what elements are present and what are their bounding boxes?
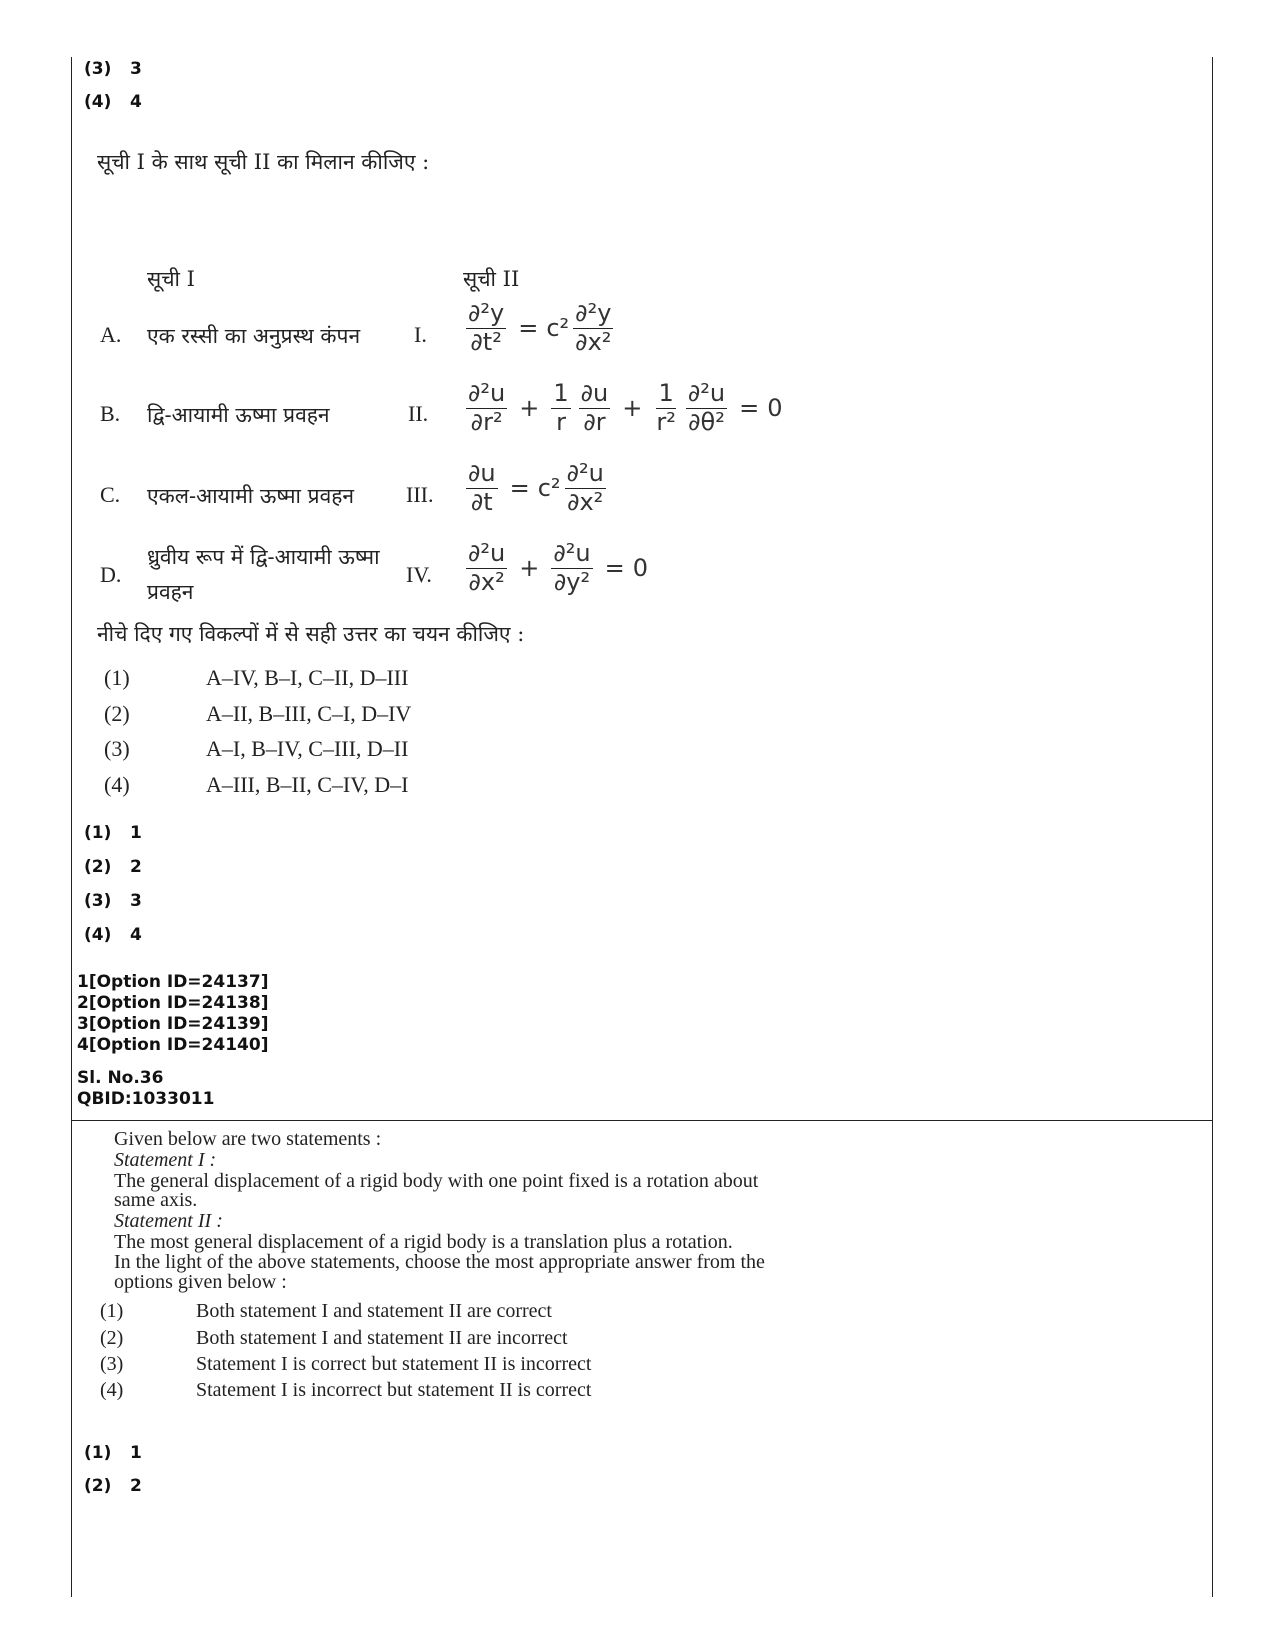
option-1[interactable]: (1) 1 [84,823,142,843]
q36-choice-1: (1) [100,1300,124,1322]
qbid: QBID:1033011 [77,1089,215,1109]
row-text-b: द्वि-आयामी ऊष्मा प्रवहन [147,403,330,427]
equation-iii: $\frac{\partial u}{\partial t}$ = c² $\frac{\text{∂²u}}{\text{∂x²}}$ [468,459,604,516]
q36-choice-text-1: Both statement I and statement II are correct [196,1300,552,1322]
option-4[interactable]: (4) 4 [84,925,142,945]
row-letter-d: D. [100,562,122,587]
row-text-a: एक रस्सी का अनुप्रस्थ कंपन [147,324,361,348]
answer-choice-3: (3) [104,736,130,761]
equation-iv: $\frac{\text{∂²u}}{\text{∂x²}}$ + $\frac{\text{∂²u}}{\text{∂y²}}$ = 0 [468,539,648,596]
q36-intro: Given below are two statements : [114,1128,382,1150]
q36-choice-2: (2) [100,1327,124,1349]
option-id-2: 2[Option ID=24138] [77,993,269,1013]
q36-choice-4: (4) [100,1379,124,1401]
option-2[interactable]: (2) 2 [84,857,142,877]
list2-header: सूची II [463,267,520,291]
left-border [71,57,72,1597]
q36-choice-text-2: Both statement I and statement II are incorrect [196,1327,568,1349]
prev-option-3: (3) 3 [84,59,142,79]
row-letter-a: A. [100,322,122,347]
row-roman-iii: III. [406,482,434,507]
equation-ii: $\frac{\text{∂²u}}{\text{∂r²}}$ + $\frac{1}{r}$ $\frac{\partial u}{\partial r}$ + $\frac{1}{\text{r²}}$ $\frac{\text{∂²u}}{\text{∂θ²}}$ = 0 [468,379,783,436]
row-text-d-line2: प्रवहन [147,580,194,604]
list1-header: सूची I [147,267,195,291]
row-roman-ii: II. [408,401,429,426]
equation-i: $\frac{\text{∂²y}}{\text{∂t²}}$ = c² $\frac{\text{∂²y}}{\text{∂x²}}$ [468,299,612,356]
row-text-c: एकल-आयामी ऊष्मा प्रवहन [147,484,355,508]
prev-option-4: (4) 4 [84,92,142,112]
row-roman-iv: IV. [406,562,432,587]
q36-choice-3: (3) [100,1353,124,1375]
row-text-d-line1: ध्रुवीय रूप में द्वि-आयामी ऊष्मा [147,545,380,569]
answer-text-1: A–IV, B–I, C–II, D–III [206,665,409,690]
q36-choice-text-4: Statement I is incorrect but statement II is correct [196,1379,592,1401]
statement-2-label: Statement II : [114,1210,223,1232]
choose-instruction: नीचे दिए गए विकल्पों में से सही उत्तर का चयन कीजिए : [97,622,525,646]
match-instruction: सूची I के साथ सूची II का मिलान कीजिए : [97,150,430,174]
eq1-frac-2: $\frac{\text{∂²y}}{\text{∂x²}}$ [575,299,612,356]
q36-option-1[interactable]: (1) 1 [84,1443,142,1463]
q36-option-2[interactable]: (2) 2 [84,1476,142,1496]
statement-1-label: Statement I : [114,1149,217,1171]
statement-2-text: The most general displacement of a rigid body is a translation plus a rotation. [114,1231,733,1253]
option-id-3: 3[Option ID=24139] [77,1014,269,1034]
q36-choice-text-3: Statement I is correct but statement II is incorrect [196,1353,592,1375]
statement-1-line1: The general displacement of a rigid body with one point fixed is a rotation about [114,1170,759,1192]
statement-1-line2: same axis. [114,1189,198,1211]
answer-choice-1: (1) [104,665,130,690]
row-letter-c: C. [100,482,121,507]
row-roman-i: I. [414,322,427,347]
answer-text-3: A–I, B–IV, C–III, D–II [206,736,409,761]
answer-text-2: A–II, B–III, C–I, D–IV [206,701,412,726]
question-divider [71,1120,1213,1121]
answer-choice-4: (4) [104,772,130,797]
row-letter-b: B. [100,401,121,426]
option-id-1: 1[Option ID=24137] [77,972,269,992]
option-3[interactable]: (3) 3 [84,891,142,911]
eq1-frac-1: $\frac{\text{∂²y}}{\text{∂t²}}$ [468,299,505,356]
serial-number: Sl. No.36 [77,1068,164,1088]
option-id-4: 4[Option ID=24140] [77,1035,269,1055]
answer-text-4: A–III, B–II, C–IV, D–I [206,772,409,797]
right-border [1212,57,1213,1597]
light-line2: options given below : [114,1271,287,1293]
answer-choice-2: (2) [104,701,130,726]
light-line1: In the light of the above statements, choose the most appropriate answer from the [114,1251,765,1273]
